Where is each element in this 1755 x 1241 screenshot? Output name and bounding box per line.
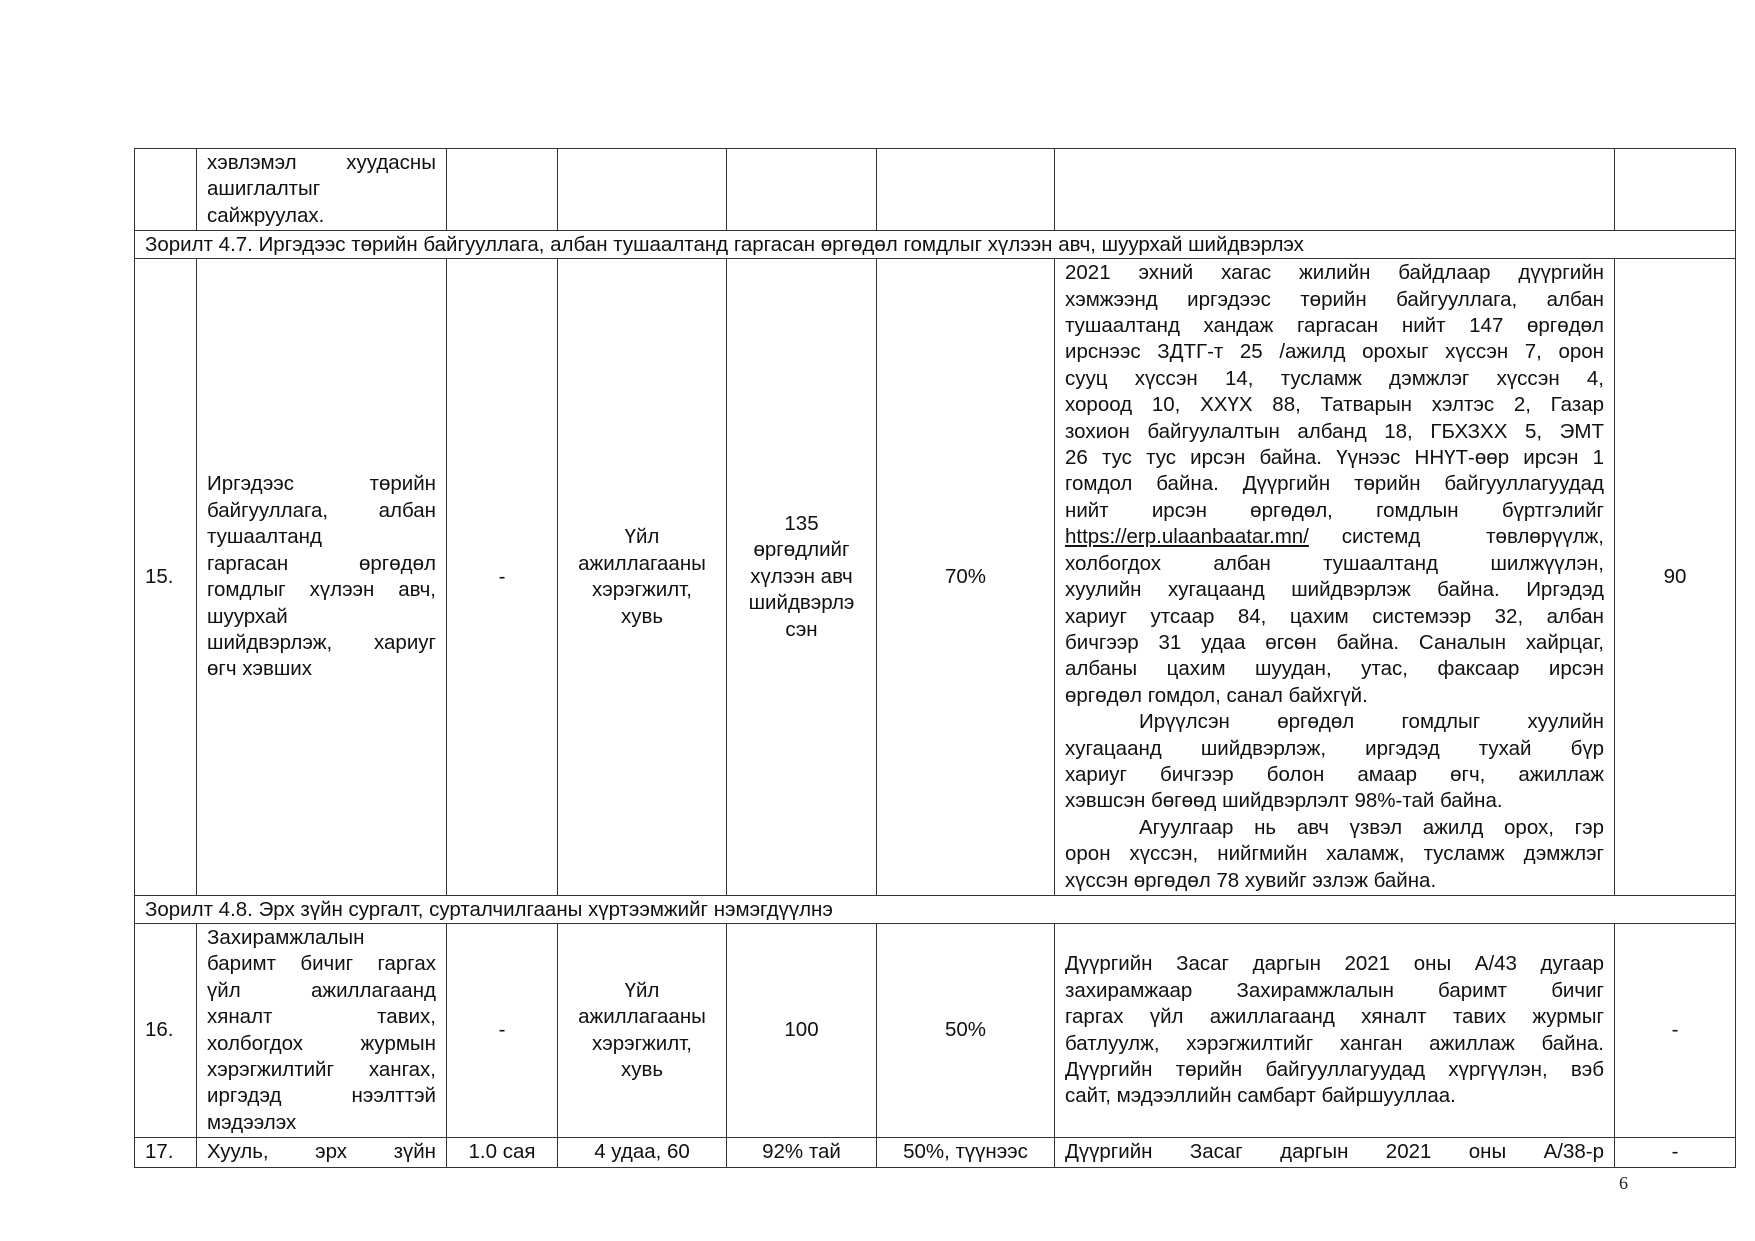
indicator-line: хэрэгжилт, — [592, 1031, 692, 1055]
report-cell — [1055, 149, 1615, 231]
report-line: захирамжаар Захирамжлалын баримт бичиг — [1065, 978, 1604, 1002]
score-cell: - — [1615, 923, 1736, 1137]
report-line: Агуулгаар нь авч үзвэл ажилд орох, гэр — [1139, 815, 1604, 839]
row-number: 16. — [135, 923, 197, 1137]
table-row-15 — [135, 259, 1736, 896]
activity-line: шийдвэрлэж, хариуг — [207, 630, 436, 654]
num-cell — [135, 149, 197, 231]
report-line: өргөдөл гомдол, санал байхгүй. — [1065, 683, 1368, 707]
indicator-line: Үйл — [624, 978, 660, 1002]
activity-line: сайжруулах. — [207, 203, 325, 227]
budget-cell: - — [447, 923, 558, 1137]
indicator-cell: 4 удаа, 60 — [558, 1138, 727, 1167]
target-cell — [727, 149, 877, 231]
report-cell — [1055, 259, 1615, 896]
activity-line: гаргасан өргөдөл — [207, 551, 436, 575]
report-line: орон хүссэн, нийгмийн халамж, тусламж дэмжлэг — [1065, 842, 1604, 866]
report-line: хэмжээнд иргэдээс төрийн байгууллага, албан — [1065, 287, 1604, 311]
report-line: Дүүргийн Засаг даргын 2021 оны А/43 дугаар — [1065, 952, 1604, 976]
budget-cell: 1.0 сая — [447, 1138, 558, 1167]
report-line: гомдол байна. Дүүргийн төрийн байгууллагуудад — [1065, 472, 1604, 496]
indicator-cell — [558, 149, 727, 231]
activity-line: баримт бичиг гаргах — [207, 952, 436, 976]
section-row-4-8 — [135, 895, 1736, 923]
activity-line: тушаалтанд — [207, 525, 322, 549]
indicator-line: хэрэгжилт, — [592, 578, 692, 602]
report-line: сайт, мэдээллийн самбарт байршууллаа. — [1065, 1084, 1456, 1108]
activity-line: байгууллага, албан — [207, 498, 436, 522]
target-line: хүлээн авч — [750, 564, 853, 588]
table-row-16 — [135, 923, 1736, 1137]
report-table — [134, 148, 1736, 1168]
report-line: Дүүргийн Засаг даргын 2021 оны А/38-р — [1065, 1140, 1604, 1164]
report-line: 26 тус тус ирсэн байна. Үүнээс ННҮТ-өөр ирсэн 1 — [1065, 446, 1604, 470]
report-line: хариуг утсаар 84, цахим системээр 32, албан — [1065, 604, 1604, 628]
report-line: хугацаанд шийдвэрлэж, иргэдэд тухай бүр — [1065, 736, 1604, 760]
report-line: ирснээс ЗДТГ-т 25 /ажилд орохыг хүссэн 7, орон — [1065, 340, 1604, 364]
activity-line: Захирамжлалын — [207, 925, 365, 949]
report-line: бичгээр 31 удаа өгсөн байна. Саналын хайрцаг, — [1065, 630, 1604, 654]
indicator-cell — [558, 923, 727, 1137]
activity-cell — [197, 923, 447, 1137]
report-cell — [1055, 923, 1615, 1137]
score-cell: - — [1615, 1138, 1736, 1167]
page-number: 6 — [1619, 1173, 1628, 1193]
activity-cell — [197, 1138, 447, 1167]
target-line: шийдвэрлэ — [748, 591, 855, 615]
activity-line: гомдлыг хүлээн авч, — [207, 578, 436, 602]
table-row-17 — [135, 1138, 1736, 1167]
activity-line: ашиглалтыг — [207, 177, 321, 201]
report-line: сууц хүссэн 14, тусламж дэмжлэг хүссэн 4, — [1065, 366, 1604, 390]
score-cell: 90 — [1615, 259, 1736, 896]
activity-line: мэдээлэх — [207, 1110, 297, 1134]
indicator-line: Үйл — [624, 525, 660, 549]
target-line: 135 — [784, 512, 819, 536]
section-row-4-7 — [135, 231, 1736, 259]
target-line: өргөдлийг — [753, 538, 850, 562]
indicator-line: ажиллагааны — [578, 551, 706, 575]
activity-cell — [197, 259, 447, 896]
report-line: зохион байгуулалтын албанд 18, ГБХЗХХ 5, ЭМТ — [1065, 419, 1604, 443]
indicator-line: хувь — [620, 604, 664, 628]
percent-cell — [877, 149, 1055, 231]
activity-line: хэвлэмэл хуудасны — [207, 151, 436, 174]
indicator-line: ажиллагааны — [578, 1005, 706, 1029]
row-number: 15. — [135, 259, 197, 896]
percent-cell: 50%, түүнээс — [877, 1138, 1055, 1167]
target-cell — [727, 259, 877, 896]
erp-link[interactable]: https://erp.ulaanbaatar.mn/ — [1065, 525, 1309, 549]
report-line: хүссэн өргөдөл 78 хувийг эзлэж байна. — [1065, 868, 1437, 892]
report-line: тушаалтанд хандаж гаргасан нийт 147 өргөдөл — [1065, 314, 1604, 338]
report-line: албаны цахим шуудан, утас, факсаар ирсэн — [1065, 657, 1604, 681]
indicator-line: хувь — [620, 1058, 664, 1081]
activity-line: үйл ажиллагаанд — [207, 978, 436, 1002]
section-heading: Зорилт 4.8. Эрх зүйн сургалт, сурталчилгааны хүртээмжийг нэмэгдүүлнэ — [135, 895, 1736, 923]
percent-cell: 50% — [877, 923, 1055, 1137]
activity-line: иргэдэд нээлттэй — [207, 1084, 436, 1108]
report-line: Дүүргийн төрийн байгууллагуудад хүргүүлэн, вэб — [1065, 1058, 1604, 1081]
percent-cell: 70% — [877, 259, 1055, 896]
row-number: 17. — [135, 1138, 197, 1167]
budget-cell — [447, 149, 558, 231]
report-line: хуулийн хугацаанд шийдвэрлэж байна. Иргэдэд — [1065, 578, 1604, 602]
report-line: Ирүүлсэн өргөдөл гомдлыг хуулийн — [1139, 710, 1604, 734]
report-line: хороод 10, ХХҮХ 88, Татварын хэлтэс 2, Газар — [1065, 393, 1604, 417]
activity-line: хяналт тавих, — [207, 1005, 436, 1029]
report-cell — [1055, 1138, 1615, 1167]
target-cell: 92% тай — [727, 1138, 877, 1167]
activity-line: шуурхай — [207, 604, 288, 628]
activity-line: Иргэдээс төрийн — [207, 472, 436, 496]
report-line: хариуг бичгээр болон амаар өгч, ажиллаж — [1065, 762, 1604, 786]
report-line: гаргах үйл ажиллагаанд хяналт тавих журмыг — [1065, 1005, 1604, 1029]
report-line — [1065, 524, 1604, 550]
section-heading: Зорилт 4.7. Иргэдээс төрийн байгууллага, албан тушаалтанд гаргасан өргөдөл гомдлыг хүлээн авч, шуурхай шийдвэрлэх — [135, 231, 1736, 259]
report-line: 2021 эхний хагас жилийн байдлаар дүүргийн — [1065, 261, 1604, 285]
activity-cell — [197, 149, 447, 231]
report-line: хэвшсэн бөгөөд шийдвэрлэлт 98%-тай байна. — [1065, 789, 1503, 813]
activity-line: өгч хэвших — [207, 657, 313, 681]
report-link-tail: системд төвлөрүүлж, — [1308, 525, 1604, 549]
report-line: холбогдох албан тушаалтанд шилжүүлэн, — [1065, 551, 1604, 575]
table-row-continued — [135, 149, 1736, 231]
score-cell — [1615, 149, 1736, 231]
report-line: батлуулж, хэрэгжилтийг ханган ажиллаж байна. — [1065, 1031, 1604, 1055]
target-line: сэн — [785, 617, 818, 641]
indicator-cell — [558, 259, 727, 896]
report-line: нийт ирсэн өргөдөл, гомдлын бүртгэлийг — [1065, 498, 1604, 522]
activity-line: хэрэгжилтийг хангах, — [207, 1058, 436, 1081]
activity-line: холбогдох журмын — [207, 1031, 436, 1055]
activity-line: Хууль, эрх зүйн — [207, 1140, 436, 1164]
target-cell: 100 — [727, 923, 877, 1137]
budget-cell: - — [447, 259, 558, 896]
